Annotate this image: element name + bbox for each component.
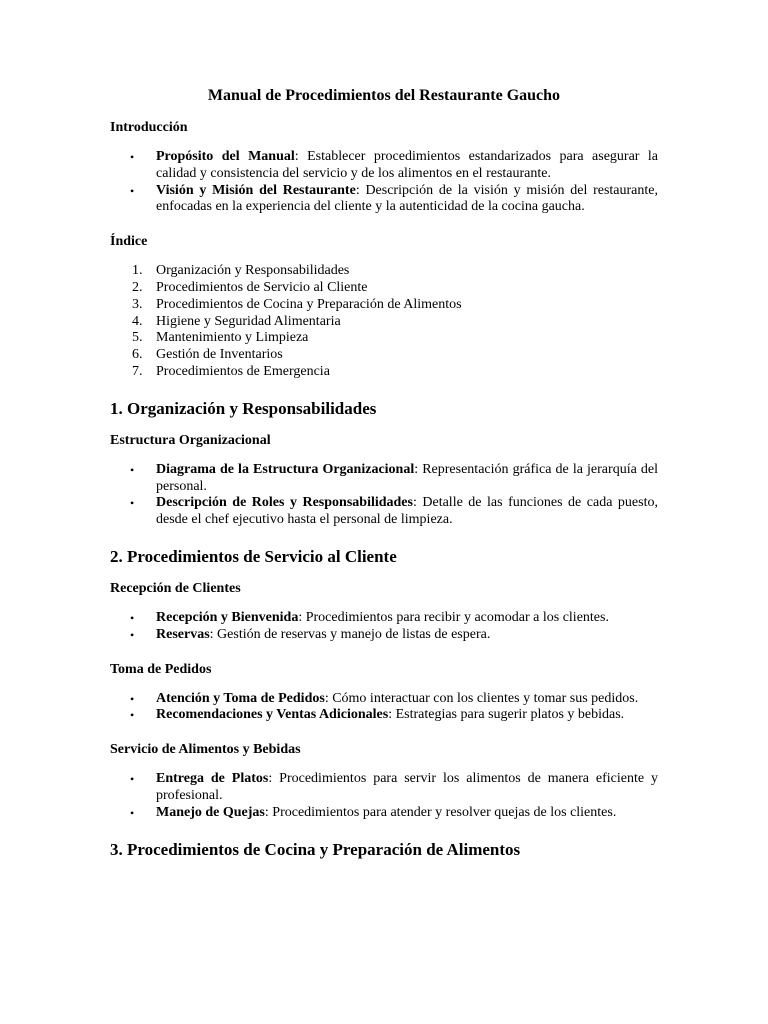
list-item [130, 609, 658, 627]
index-item [132, 279, 658, 297]
index-text: Procedimientos de Servicio al Cliente [156, 279, 368, 295]
document-title: Manual de Procedimientos del Restaurante Gaucho [207, 87, 561, 104]
intro-heading: Introducción [110, 120, 188, 135]
item-term: Propósito del Manual [156, 149, 295, 164]
index-item [132, 330, 658, 347]
section2-heading: 2. Procedimientos de Servicio al Cliente [110, 546, 397, 566]
section2-sub2-list [110, 691, 658, 725]
index-number: 5. [132, 330, 143, 346]
list-item [130, 771, 658, 805]
bullet-icon: • [130, 150, 135, 164]
index-text: Higiene y Seguridad Alimentaria [156, 313, 341, 329]
index-number: 4. [132, 313, 143, 329]
item-desc: : Procedimientos para recibir y acomodar a los clientes. [298, 609, 609, 625]
item-desc: : Descripción de la visión y misión del restaurante, enfocadas en la experiencia del cliente y la autenticidad de la cocina gaucha. [156, 182, 658, 215]
section1-sub1-list [110, 462, 658, 529]
bullet-icon: • [130, 627, 135, 642]
index-text: Procedimientos de Emergencia [156, 363, 330, 379]
item-desc: : Procedimientos para servir los alimentos de manera eficiente y profesional. [156, 771, 658, 803]
index-item [132, 347, 658, 364]
section1-heading: 1. Organización y Responsabilidades [110, 398, 377, 418]
item-term: Recepción y Bienvenida [156, 609, 299, 625]
index-text: Organización y Responsabilidades [156, 263, 350, 279]
index-text: Gestión de Inventarios [156, 347, 283, 363]
item-desc: : Cómo interactuar con los clientes y tomar sus pedidos. [324, 690, 639, 706]
item-desc: : Representación gráfica de la jerarquía del personal. [156, 461, 658, 494]
list-item [130, 690, 658, 708]
item-term: Entrega de Platos [156, 771, 269, 787]
bullet-icon: • [130, 708, 135, 723]
bullet-icon: • [130, 496, 135, 511]
intro-list [110, 149, 658, 216]
item-desc: : Establecer procedimientos estandarizados para asegurar la calidad y consistencia del servicio y de los alimentos en el restaurante. [156, 149, 658, 181]
index-number: 3. [132, 296, 143, 312]
item-desc: : Gestión de reservas y manejo de listas de espera. [209, 626, 491, 642]
item-term: Visión y Misión del Restaurante [156, 182, 356, 198]
list-item [130, 149, 658, 183]
index-number: 6. [132, 347, 143, 363]
item-desc: : Estrategias para sugerir platos y bebidas. [388, 707, 625, 723]
index-item [132, 363, 658, 381]
item-desc: : Detalle de las funciones de cada puesto, desde el chef ejecutivo hasta el personal de limpieza. [156, 495, 658, 528]
bullet-icon: • [130, 183, 135, 198]
item-term: Atención y Toma de Pedidos [156, 690, 325, 706]
index-number: 2. [132, 279, 143, 295]
list-item [130, 461, 658, 496]
item-term: Diagrama de la Estructura Organizacional [156, 461, 415, 477]
section2-sub1-heading: Recepción de Clientes [110, 580, 241, 596]
list-item [130, 182, 658, 217]
bullet-icon: • [130, 691, 135, 706]
section2-sub3-heading: Servicio de Alimentos y Bebidas [110, 742, 301, 758]
section2-sub1-list [110, 610, 658, 644]
index-item [132, 263, 658, 280]
bullet-icon: • [130, 610, 135, 625]
index-text: Mantenimiento y Limpieza [156, 330, 309, 346]
section2-sub3-list [110, 771, 658, 821]
list-item [130, 626, 658, 644]
index-list [110, 263, 658, 381]
list-item [130, 804, 658, 822]
document-content [110, 86, 658, 873]
index-item [132, 313, 658, 331]
item-term: Manejo de Quejas [156, 804, 265, 820]
item-term: Reservas [156, 626, 210, 642]
list-item [130, 495, 658, 529]
index-heading: Índice [110, 234, 148, 250]
section1-sub1-heading: Estructura Organizacional [110, 432, 271, 448]
index-number: 1. [132, 263, 143, 279]
bullet-icon: • [130, 462, 135, 477]
list-item [130, 707, 658, 724]
item-desc: : Procedimientos para atender y resolver quejas de los clientes. [264, 804, 617, 820]
bullet-icon: • [130, 805, 135, 820]
index-item [132, 296, 658, 314]
index-number: 7. [132, 363, 143, 379]
bullet-icon: • [130, 772, 135, 787]
item-term: Recomendaciones y Ventas Adicionales [156, 707, 389, 723]
section2-sub2-heading: Toma de Pedidos [110, 661, 212, 677]
item-term: Descripción de Roles y Responsabilidades [156, 495, 413, 511]
section3-heading: 3. Procedimientos de Cocina y Preparación de Alimentos [110, 839, 521, 859]
index-text: Procedimientos de Cocina y Preparación de Alimentos [156, 296, 462, 312]
